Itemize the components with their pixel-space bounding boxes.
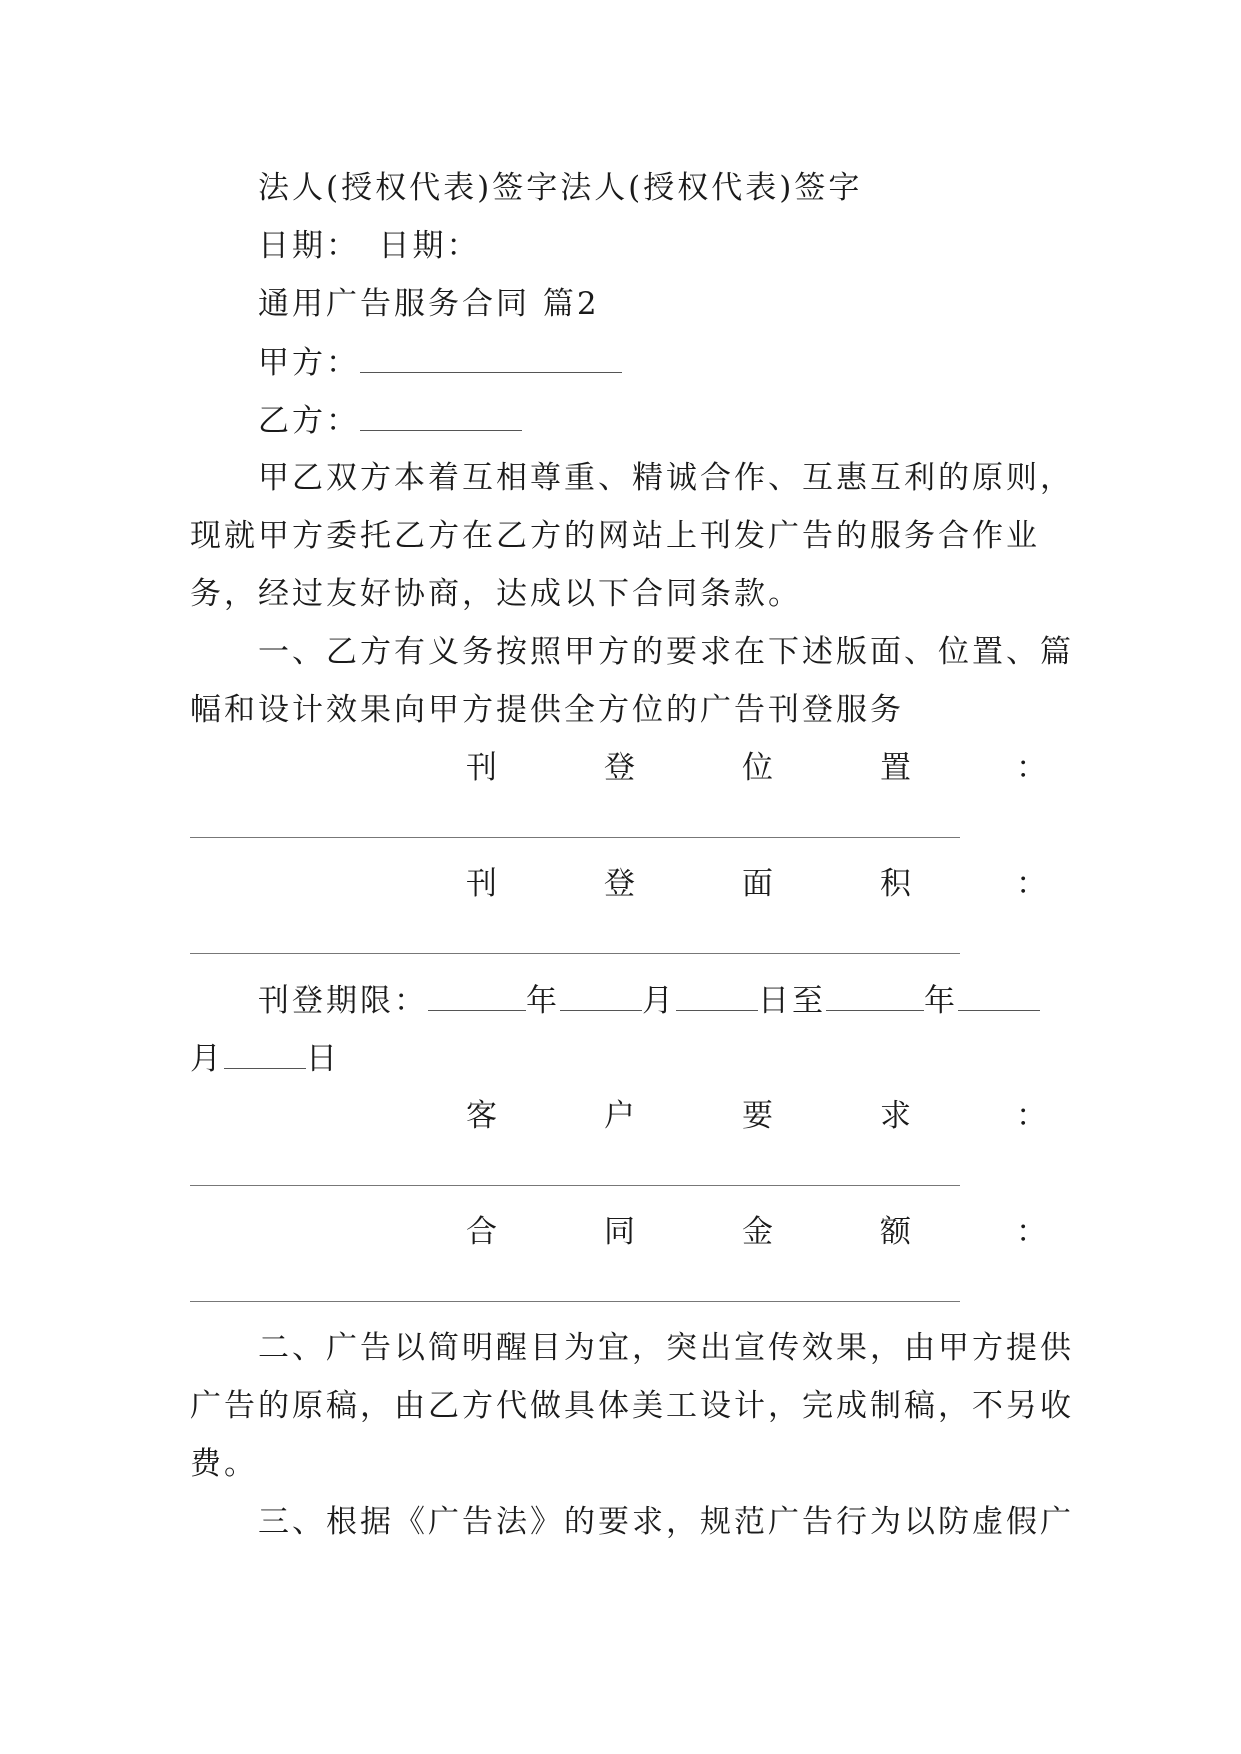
period-blank — [676, 980, 758, 1011]
period-day-1: 日至 — [758, 983, 826, 1019]
field-amount-char: ： — [1016, 1214, 1047, 1250]
field-area — [190, 864, 1050, 904]
field-area-char: 面 — [742, 866, 773, 902]
field-amount-char: 金 — [742, 1214, 773, 1250]
party-b-label: 乙方： — [258, 403, 360, 439]
field-amount-char: 额 — [880, 1214, 911, 1250]
period-month-1: 月 — [642, 983, 676, 1019]
field-area-char: 登 — [604, 866, 635, 902]
period-blank — [958, 980, 1040, 1011]
period-day-2: 日 — [306, 1041, 340, 1077]
field-position-char: ： — [1016, 750, 1047, 786]
field-area-char: 积 — [880, 866, 911, 902]
period-blank — [826, 980, 924, 1011]
field-amount-rule — [190, 1301, 960, 1302]
field-position — [190, 748, 1050, 788]
field-requirement-char: 客 — [466, 1098, 497, 1134]
party-b-line — [258, 400, 1050, 441]
signature-line: 法人(授权代表)签字法人(授权代表)签字 — [258, 170, 863, 206]
field-position-char: 登 — [604, 750, 635, 786]
party-b-blank — [360, 400, 522, 431]
period-blank — [224, 1038, 306, 1069]
field-position-rule — [190, 837, 960, 838]
field-position-char: 位 — [742, 750, 773, 786]
clause2-line-1: 二、广告以简明醒目为宜，突出宣传效果，由甲方提供 — [258, 1330, 1074, 1366]
clause2-line-2: 广告的原稿，由乙方代做具体美工设计，完成制稿，不另收 — [190, 1388, 1074, 1424]
clause2-line-3: 费。 — [190, 1446, 258, 1482]
party-a-label: 甲方： — [258, 345, 360, 381]
field-area-char: ： — [1016, 866, 1047, 902]
field-amount-char: 同 — [604, 1214, 635, 1250]
field-area-rule — [190, 953, 960, 954]
period-line-2 — [190, 1038, 1050, 1079]
field-requirement — [190, 1096, 1050, 1136]
period-year-1: 年 — [526, 983, 560, 1019]
field-area-char: 刊 — [466, 866, 497, 902]
field-amount — [190, 1212, 1050, 1252]
field-requirement-char: 要 — [742, 1098, 773, 1134]
period-blank — [560, 980, 642, 1011]
section-title: 通用广告服务合同 篇2 — [258, 286, 600, 322]
field-position-char: 刊 — [466, 750, 497, 786]
intro-line-1: 甲乙双方本着互相尊重、精诚合作、互惠互利的原则， — [258, 460, 1074, 496]
intro-line-2: 现就甲方委托乙方在乙方的网站上刊发广告的服务合作业 — [190, 518, 1040, 554]
period-blank — [428, 980, 526, 1011]
field-position-char: 置 — [880, 750, 911, 786]
period-year-2: 年 — [924, 983, 958, 1019]
period-label: 刊登期限： — [258, 983, 428, 1019]
date-line: 日期： 日期： — [258, 228, 481, 264]
clause1-line-1: 一、乙方有义务按照甲方的要求在下述版面、位置、篇 — [258, 634, 1074, 670]
field-requirement-rule — [190, 1185, 960, 1186]
period-month-2: 月 — [190, 1041, 224, 1077]
party-a-blank — [360, 342, 622, 373]
field-requirement-char: 求 — [880, 1098, 911, 1134]
clause1-line-2: 幅和设计效果向甲方提供全方位的广告刊登服务 — [190, 692, 904, 728]
field-requirement-char: ： — [1016, 1098, 1047, 1134]
clause3-line-1: 三、根据《广告法》的要求，规范广告行为以防虚假广 — [258, 1504, 1074, 1540]
period-line — [258, 980, 1050, 1021]
field-requirement-char: 户 — [604, 1098, 635, 1134]
party-a-line — [258, 342, 1050, 383]
field-amount-char: 合 — [466, 1214, 497, 1250]
intro-line-3: 务，经过友好协商，达成以下合同条款。 — [190, 576, 802, 612]
